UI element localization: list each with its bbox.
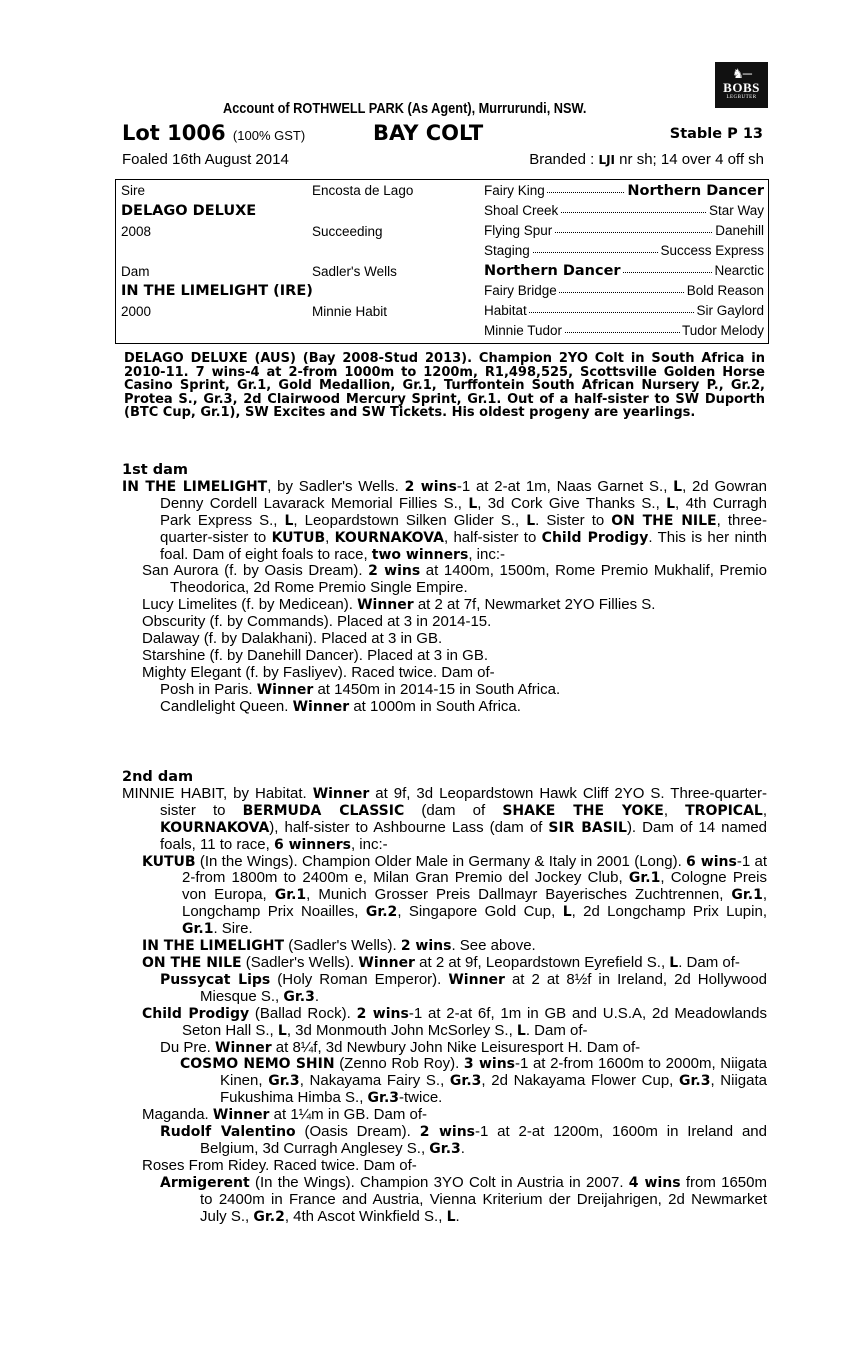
- text-run: at 1000m in South Africa.: [349, 697, 521, 715]
- bold-text: TROPICAL: [685, 802, 763, 819]
- grandparent-row: [484, 323, 764, 341]
- bold-text: Gr.1: [731, 887, 763, 904]
- entry: [122, 972, 767, 1006]
- bold-text: Gr.1: [274, 887, 307, 904]
- text-run: . Dam of-: [678, 953, 740, 971]
- great-grandparent-name: Bold Reason: [686, 283, 764, 298]
- bold-text: 4 wins: [628, 1174, 681, 1191]
- bold-text: Gr.3: [449, 1073, 482, 1090]
- text-run: at 9f, 3d Leopardstown Hawk Cliff 2YO S. Three-quarter-sister to: [160, 784, 767, 819]
- text-run: . Sire.: [213, 920, 253, 938]
- bold-text: Pussycat Lips: [160, 971, 271, 988]
- text-run: , Leopardstown Silken Glider S.,: [293, 511, 527, 529]
- first-dam-heading: 1st dam: [122, 462, 188, 478]
- entry: [122, 1124, 767, 1158]
- text-run: , 3d Cork Give Thanks S.,: [477, 494, 667, 512]
- bold-text: 2 wins: [400, 938, 452, 955]
- bold-text: Winner: [256, 681, 314, 698]
- lot-description: BAY COLT: [373, 121, 484, 145]
- grandparents: [116, 180, 768, 343]
- lot-number-text: Lot 1006: [122, 121, 226, 145]
- bold-text: Gr.2: [253, 1208, 285, 1225]
- text-run: (Sadler's Wells).: [241, 953, 359, 971]
- bold-text: ON THE NILE: [142, 954, 242, 971]
- text-run: ). Dam of 14 named foals, 11 to race,: [160, 818, 767, 853]
- text-run: (dam of: [404, 801, 503, 819]
- grandparent-row: [484, 243, 764, 261]
- text-run: , Munich Grosser Preis Dallmayr Bayerisches Zuchtrennen,: [306, 886, 732, 904]
- entry: [122, 682, 767, 699]
- text-run: , three-quarter-sister to: [160, 511, 767, 546]
- great-grandparent-name: Danehill: [715, 223, 764, 238]
- entry: [122, 1107, 767, 1124]
- second-dam-heading: 2nd dam: [122, 769, 194, 785]
- sire-summary: DELAGO DELUXE (AUS) (Bay 2008-Stud 2013). Champion 2YO Colt in South Africa in 2010-11. 7 wins-4 at 2-from 1000m to 1200m, R1,498,525, Scottsville Golden Horse Casino Sprint, Gr.1, Gold Medallion, Gr.1, Turffontein South African Nursery P., Gr.2, Protea S., Gr.3, 2d Clairwood Mercury Sprint, Gr.1. Out of a half-sister to SW Duporth (BTC Cup, Gr.1), SW Excites and SW Tickets. His oldest progeny are yearlings.: [124, 351, 765, 420]
- text-run: Dalaway (f. by Dalakhani). Placed at 3 in GB.: [142, 630, 443, 648]
- bold-text: KUTUB: [271, 529, 326, 546]
- text-run: . Dam of-: [525, 1021, 588, 1039]
- sire-label: Sire: [121, 183, 146, 198]
- grandparent-row: [484, 203, 764, 221]
- entry: [122, 597, 767, 614]
- text-run: , Niigata Fukushima Himba S.,: [220, 1072, 768, 1107]
- bold-text: Gr.3: [268, 1073, 300, 1090]
- bold-text: 2 wins: [368, 563, 421, 580]
- account-line: Account of ROTHWELL PARK (As Agent), Murrurundi, NSW.: [223, 101, 587, 117]
- entry: [122, 1175, 767, 1226]
- great-grandparent-name: Star Way: [708, 203, 764, 218]
- dam-dam: Minnie Habit: [312, 304, 388, 319]
- text-run: , inc:-: [350, 835, 388, 853]
- entry: [122, 955, 767, 972]
- grandparent-row: [484, 283, 764, 301]
- bold-text: IN THE LIMELIGHT: [142, 938, 285, 955]
- text-run: , 2d Gowran Denny Cordell Lavarack Memorial Fillies S.,: [160, 477, 767, 512]
- text-run: -1 at 2-at 1200m, 1600m in Ireland and Belgium, 3d Curragh Anglesey S.,: [200, 1123, 767, 1157]
- bold-text: KOURNAKOVA: [334, 529, 444, 546]
- text-run: at 1450m in 2014-15 in South Africa.: [313, 680, 561, 698]
- text-run: , by Sadler's Wells.: [267, 477, 405, 495]
- entry: [122, 1006, 767, 1040]
- text-run: . This is her ninth foal. Dam of eight foals to race,: [160, 528, 767, 563]
- grandparent-name: Habitat: [484, 303, 527, 318]
- entry: [122, 854, 767, 939]
- dam-name: IN THE LIMELIGHT (IRE): [121, 283, 313, 299]
- bold-text: L: [277, 1022, 287, 1039]
- branded-rest: nr sh; 14 over 4 off sh: [615, 151, 764, 168]
- text-run: -1 at 2-at 6f, 1m in GB and U.S.A, 2d Meadowlands Seton Hall S.,: [182, 1004, 767, 1039]
- bold-text: ON THE NILE: [611, 512, 717, 529]
- branded-info: [529, 151, 764, 168]
- bold-text: Gr.3: [283, 988, 315, 1005]
- text-run: , 2d Longchamp Prix Lupin,: [571, 903, 767, 921]
- grandparent-name: Fairy Bridge: [484, 283, 557, 298]
- text-run: ,: [663, 801, 686, 819]
- bold-text: KUTUB: [142, 853, 196, 870]
- text-run: , 3d Monmouth John McSorley S.,: [286, 1021, 517, 1039]
- entry: [122, 699, 767, 716]
- sire-sire: Encosta de Lago: [312, 183, 414, 198]
- text-run: .: [460, 1139, 465, 1157]
- great-grandparent-name: Success Express: [660, 243, 764, 258]
- text-run: Starshine (f. by Danehill Dancer). Placed at 3 in GB.: [142, 646, 488, 664]
- great-grandparent-name: Sir Gaylord: [696, 303, 764, 318]
- text-run: at 8¼f, 3d Newbury John Nike Leisuresport H. Dam of-: [271, 1038, 641, 1056]
- dam-year: 2000: [121, 304, 152, 319]
- bold-text: IN THE LIMELIGHT: [122, 478, 268, 495]
- bold-text: L: [669, 954, 679, 971]
- dam-label: Dam: [121, 264, 150, 279]
- entry: [122, 665, 767, 682]
- bold-text: L: [284, 512, 294, 529]
- bold-text: 2 wins: [404, 478, 457, 495]
- bold-text: 6 wins: [686, 853, 737, 870]
- text-run: San Aurora (f. by Oasis Dream).: [142, 562, 369, 580]
- grandparent-row: [484, 183, 764, 201]
- logo-name: BOBS: [723, 80, 760, 95]
- bold-text: Winner: [357, 597, 414, 614]
- bold-text: Gr.3: [679, 1073, 711, 1090]
- bold-text: Gr.3: [367, 1090, 400, 1107]
- entry: [122, 1040, 767, 1057]
- entry: [122, 631, 767, 648]
- bold-text: L: [446, 1208, 456, 1225]
- bold-text: L: [516, 1022, 526, 1039]
- text-run: Mighty Elegant (f. by Fasliyev). Raced twice. Dam of-: [142, 663, 495, 681]
- lot-number: [122, 121, 305, 145]
- great-grandparent-name: Nearctic: [714, 263, 764, 278]
- first-dam-grand-progeny: [122, 682, 767, 716]
- entry: [122, 938, 767, 955]
- text-run: (Ballad Rock).: [249, 1004, 357, 1022]
- grandparent-name: Staging: [484, 243, 530, 258]
- bold-text: Winner: [215, 1039, 272, 1056]
- text-run: (Sadler's Wells).: [284, 937, 401, 955]
- bold-text: 3 wins: [463, 1056, 516, 1073]
- bold-text: Child Prodigy: [142, 1005, 250, 1022]
- bold-text: L: [666, 495, 676, 512]
- text-run: , half-sister to: [443, 528, 542, 546]
- bold-text: Child Prodigy: [541, 529, 649, 546]
- bold-text: L: [526, 512, 536, 529]
- bold-text: L: [673, 478, 683, 495]
- text-run: , 4th Curragh Park Express S.,: [160, 494, 767, 529]
- grandparent-row: [484, 223, 764, 241]
- text-run: (In the Wings). Champion 3YO Colt in Austria in 2007.: [249, 1173, 629, 1191]
- bold-text: Winner: [448, 971, 505, 988]
- first-dam-section: [122, 462, 767, 716]
- bold-text: Gr.1: [182, 921, 214, 938]
- text-run: ,: [325, 528, 335, 546]
- second-dam-main: [122, 786, 767, 854]
- bold-text: Rudolf Valentino: [160, 1124, 296, 1141]
- text-run: , Cologne Preis von Europa,: [182, 869, 767, 904]
- bold-text: Winner: [292, 698, 350, 715]
- text-run: -1 at 2-from 1600m to 2000m, Niigata Kinen,: [220, 1055, 767, 1090]
- bold-text: SHAKE THE YOKE: [502, 802, 664, 819]
- grandparent-name: Minnie Tudor: [484, 323, 563, 338]
- text-run: , Longchamp Prix Noailles,: [182, 886, 767, 921]
- branded-prefix: Branded :: [529, 151, 599, 168]
- text-run: Posh in Paris.: [160, 680, 257, 698]
- text-run: , inc:-: [468, 545, 505, 563]
- text-run: at 1¼m in GB. Dam of-: [269, 1106, 428, 1124]
- text-run: -1 at 2-at 1m, Naas Garnet S.,: [456, 477, 674, 495]
- grandparent-row: [484, 263, 764, 281]
- bold-text: SIR BASIL: [548, 819, 627, 836]
- text-run: Candlelight Queen.: [160, 697, 293, 715]
- text-run: Roses From Ridey. Raced twice. Dam of-: [142, 1156, 417, 1174]
- sire-year: 2008: [121, 224, 152, 239]
- entry: [122, 648, 767, 665]
- bold-text: KOURNAKOVA: [160, 819, 270, 836]
- brand-mark: LJI: [598, 153, 616, 167]
- text-run: , Nakayama Fairy S.,: [299, 1072, 450, 1090]
- text-run: . Sister to: [535, 511, 612, 529]
- bold-text: COSMO NEMO SHIN: [180, 1056, 335, 1073]
- pedigree-table: [115, 179, 769, 344]
- sire-dam: Succeeding: [312, 224, 383, 239]
- stable-number: Stable P 13: [669, 126, 763, 142]
- bold-text: Armigerent: [160, 1174, 250, 1191]
- bold-text: BERMUDA CLASSIC: [242, 802, 405, 819]
- horse-icon: ♞─: [732, 66, 751, 81]
- text-run: .: [314, 987, 320, 1005]
- gst-note: (100% GST): [232, 128, 306, 143]
- text-run: , 4th Ascot Winkfield S.,: [284, 1207, 447, 1225]
- text-run: Obscurity (f. by Commands). Placed at 3 in 2014-15.: [142, 613, 492, 631]
- entry: [122, 1158, 767, 1175]
- entry: [122, 614, 767, 631]
- bold-text: L: [468, 495, 478, 512]
- bold-text: 2 wins: [356, 1005, 409, 1022]
- entry: [122, 1056, 767, 1107]
- bold-text: Winner: [358, 954, 415, 971]
- grandparent-name: Flying Spur: [484, 223, 553, 238]
- second-dam-entries: [122, 854, 767, 1226]
- text-run: ,: [762, 801, 768, 819]
- text-run: ), half-sister to Ashbourne Lass (dam of: [269, 818, 549, 836]
- text-run: Lucy Limelites (f. by Medicean).: [142, 596, 358, 614]
- text-run: (Holy Roman Emperor).: [270, 970, 449, 988]
- text-run: -1 at 2-from 1800m to 2400m e, Milan Gran Premio del Jockey Club,: [182, 852, 767, 887]
- grandparent-name: Northern Dancer: [484, 263, 621, 279]
- first-dam-progeny: [122, 563, 767, 681]
- text-run: at 2 at 8½f in Ireland, 2d Hollywood Miesque S.,: [200, 970, 768, 1005]
- text-run: , Singapore Gold Cup,: [397, 903, 563, 921]
- grandparent-name: Fairy King: [484, 183, 545, 198]
- bold-text: 2 wins: [419, 1124, 475, 1141]
- bold-text: Gr.1: [628, 870, 661, 887]
- text-run: MINNIE HABIT, by Habitat.: [122, 784, 313, 802]
- bold-text: Winner: [212, 1107, 270, 1124]
- bobs-logo: [715, 62, 768, 108]
- text-run: at 2 at 7f, Newmarket 2YO Fillies S.: [413, 596, 656, 614]
- text-run: . See above.: [451, 937, 536, 955]
- first-dam-main: [122, 479, 767, 564]
- text-run: (Oasis Dream).: [295, 1123, 420, 1141]
- text-run: .: [455, 1207, 460, 1225]
- text-run: Maganda.: [142, 1106, 213, 1124]
- text-run: (In the Wings). Champion Older Male in Germany & Italy in 2001 (Long).: [195, 852, 687, 870]
- lot-header: [122, 121, 765, 147]
- text-run: Du Pre.: [160, 1038, 216, 1056]
- text-run: -twice.: [399, 1089, 443, 1107]
- entry: [122, 563, 767, 597]
- text-run: from 1650m to 2400m in France and Austria, Vienna Kriterium der Dreijahrigen, 2d Newmarket July S.,: [200, 1173, 767, 1225]
- second-dam-section: [122, 769, 767, 1225]
- text-run: (Zenno Rob Roy).: [334, 1055, 464, 1073]
- bold-text: Gr.2: [365, 904, 398, 921]
- grandparent-name: Shoal Creek: [484, 203, 559, 218]
- dam-sire: Sadler's Wells: [312, 264, 397, 279]
- bold-text: Gr.3: [429, 1140, 461, 1157]
- text-run: at 1400m, 1500m, Rome Premio Mukhalif, Premio Theodorica, 2d Rome Premio Single Empire.: [170, 562, 767, 597]
- bold-text: L: [562, 904, 572, 921]
- logo-sub: LEGBUTER: [726, 95, 757, 100]
- great-grandparent-name: Northern Dancer: [627, 183, 764, 199]
- foaled-date: Foaled 16th August 2014: [122, 151, 289, 168]
- text-run: at 2 at 9f, Leopardstown Eyrefield S.,: [414, 953, 670, 971]
- bold-text: 6 winners: [273, 836, 351, 853]
- bold-text: two winners: [371, 546, 469, 563]
- sire-name: DELAGO DELUXE: [121, 203, 257, 219]
- great-grandparent-name: Tudor Melody: [681, 323, 764, 338]
- grandparent-row: [484, 303, 764, 321]
- bold-text: Winner: [312, 785, 370, 802]
- text-run: , 2d Nakayama Flower Cup,: [481, 1072, 679, 1090]
